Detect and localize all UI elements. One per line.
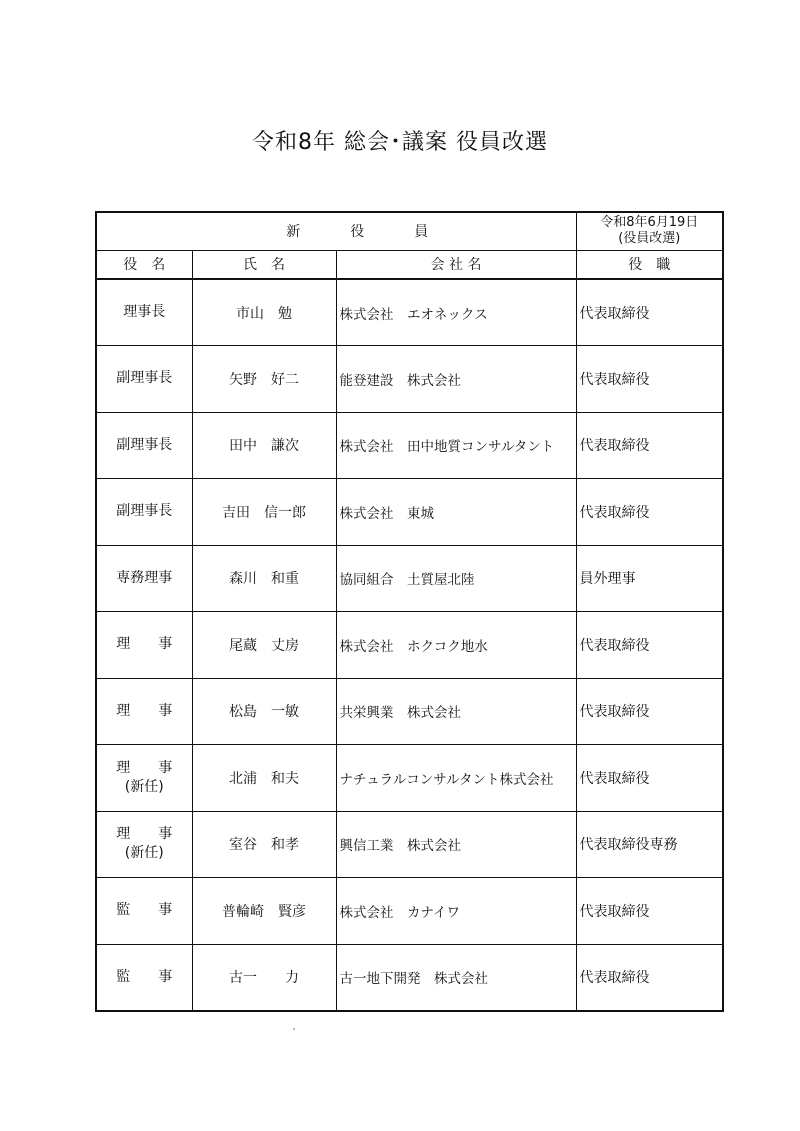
column-header-name: 氏 名 <box>192 250 336 279</box>
position-cell: 監 事 <box>96 944 192 1011</box>
company-cell: 興信工業 株式会社 <box>336 811 576 878</box>
column-header-position: 役 名 <box>96 250 192 279</box>
company-cell: 能登建設 株式会社 <box>336 346 576 413</box>
name-cell: 北浦 和夫 <box>192 745 336 812</box>
role-cell: 代表取締役 <box>576 412 723 479</box>
company-cell: 協同組合 土質屋北陸 <box>336 545 576 612</box>
page-title: 令和8年 総会･議案 役員改選 <box>252 130 548 155</box>
name-cell: 松島 一敏 <box>192 678 336 745</box>
position-cell: 副理事長 <box>96 479 192 546</box>
company-cell: 株式会社 田中地質コンサルタント <box>336 412 576 479</box>
role-cell: 代表取締役専務 <box>576 811 723 878</box>
name-cell: 古一 力 <box>192 944 336 1011</box>
company-cell: 古一地下開発 株式会社 <box>336 944 576 1011</box>
table-row <box>96 279 723 346</box>
position-cell: 監 事 <box>96 878 192 945</box>
company-cell: 株式会社 東城 <box>336 479 576 546</box>
table-header-row <box>96 212 723 250</box>
name-cell: 吉田 信一郎 <box>192 479 336 546</box>
position-cell: 理 事 <box>96 678 192 745</box>
company-cell: 共栄興業 株式会社 <box>336 678 576 745</box>
name-cell: 矢野 好二 <box>192 346 336 413</box>
name-cell: 森川 和重 <box>192 545 336 612</box>
role-cell: 代表取締役 <box>576 745 723 812</box>
position-cell: 理 事 (新任) <box>96 745 192 812</box>
position-cell: 副理事長 <box>96 346 192 413</box>
table-row <box>96 878 723 945</box>
column-header-company: 会 社 名 <box>336 250 576 279</box>
table-row <box>96 479 723 546</box>
column-header-role: 役 職 <box>576 250 723 279</box>
position-cell: 副理事長 <box>96 412 192 479</box>
role-cell: 員外理事 <box>576 545 723 612</box>
table-row <box>96 545 723 612</box>
date-cell <box>576 212 723 250</box>
position-cell: 専務理事 <box>96 545 192 612</box>
position-cell: 理 事 <box>96 612 192 679</box>
company-cell: 株式会社 ホクコク地水 <box>336 612 576 679</box>
role-cell: 代表取締役 <box>576 944 723 1011</box>
table-row <box>96 678 723 745</box>
position-cell: 理 事 (新任) <box>96 811 192 878</box>
role-cell: 代表取締役 <box>576 279 723 346</box>
table-row <box>96 412 723 479</box>
table-row <box>96 944 723 1011</box>
date-line: 令和8年6月19日 <box>600 215 699 231</box>
company-cell: ナチュラルコンサルタント株式会社 <box>336 745 576 812</box>
role-cell: 代表取締役 <box>576 346 723 413</box>
name-cell: 田中 謙次 <box>192 412 336 479</box>
name-cell: 尾蔵 丈房 <box>192 612 336 679</box>
table-title: 新 役 員 <box>96 212 576 250</box>
table-row <box>96 811 723 878</box>
scan-speck <box>293 1028 295 1030</box>
position-cell: 理事長 <box>96 279 192 346</box>
name-cell: 市山 勉 <box>192 279 336 346</box>
name-cell: 室谷 和孝 <box>192 811 336 878</box>
table-row <box>96 612 723 679</box>
company-cell: 株式会社 エオネックス <box>336 279 576 346</box>
date-note: (役員改選) <box>618 231 681 247</box>
table-body <box>96 279 723 1011</box>
role-cell: 代表取締役 <box>576 612 723 679</box>
officer-table <box>95 211 724 1012</box>
column-header-row <box>96 250 723 279</box>
role-cell: 代表取締役 <box>576 678 723 745</box>
role-cell: 代表取締役 <box>576 878 723 945</box>
company-cell: 株式会社 カナイワ <box>336 878 576 945</box>
table-row <box>96 346 723 413</box>
role-cell: 代表取締役 <box>576 479 723 546</box>
table-row <box>96 745 723 812</box>
name-cell: 普輪崎 賢彦 <box>192 878 336 945</box>
